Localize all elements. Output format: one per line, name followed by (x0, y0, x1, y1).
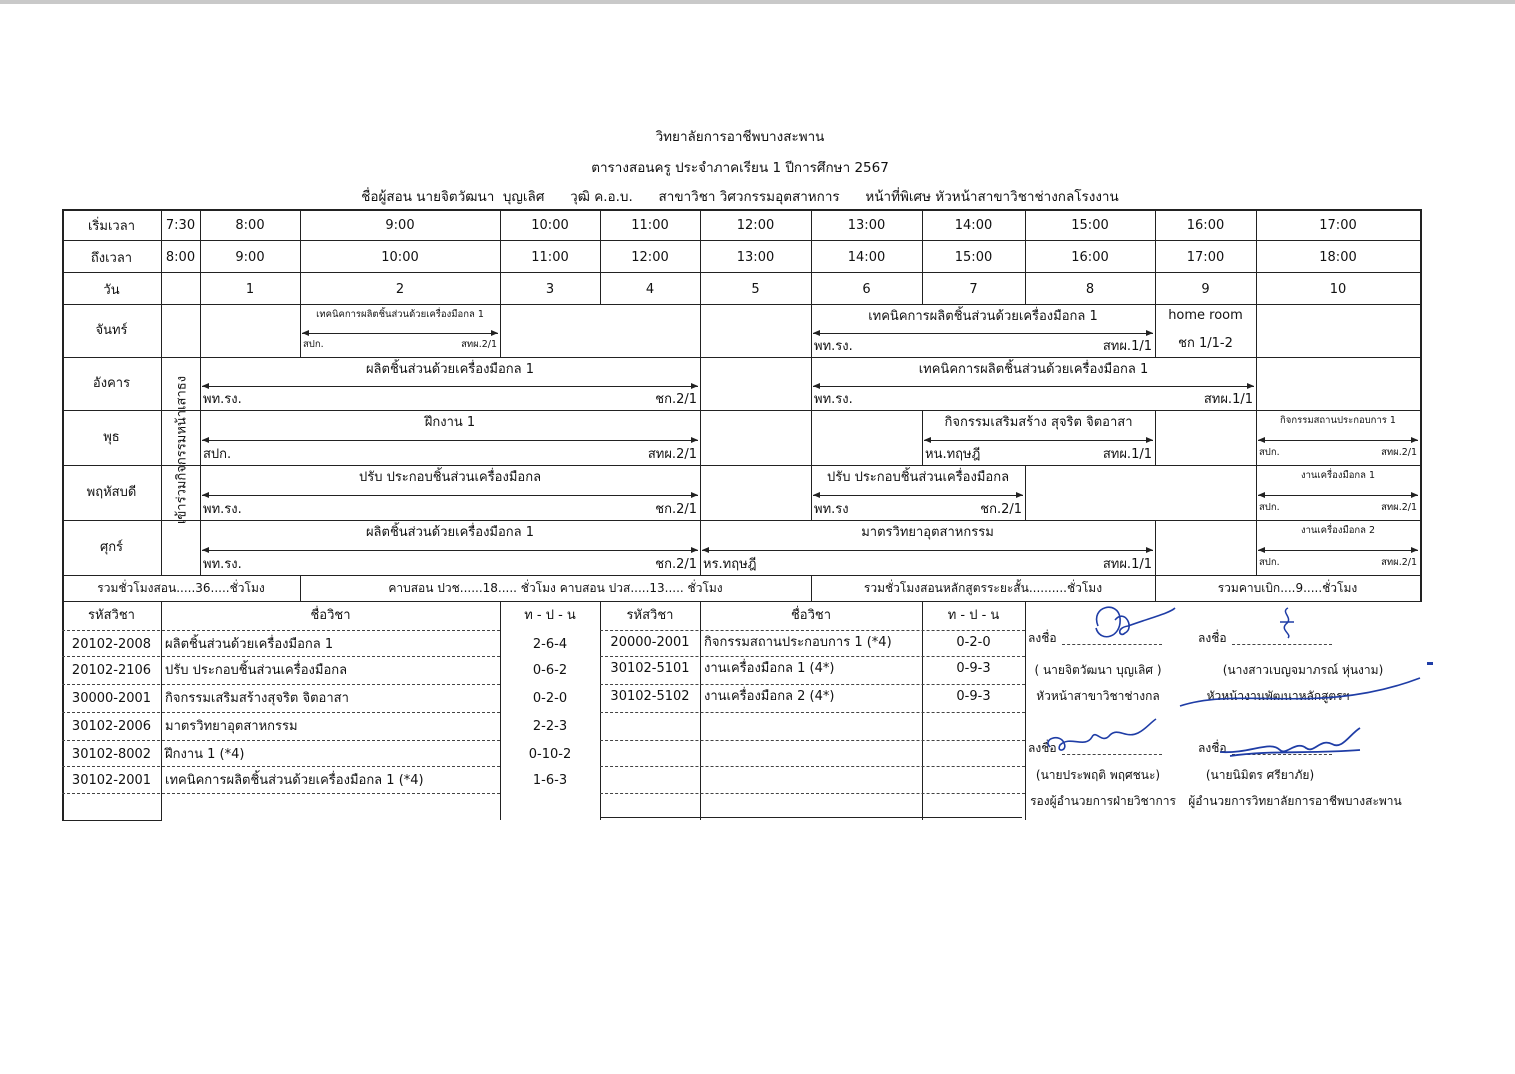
period-7: 7 (969, 282, 978, 297)
overtime-periods: รวมคาบเบิก....9.....ชั่วโมง (1217, 581, 1358, 595)
day-5: ศุกร์ (99, 539, 124, 555)
signer-4-title: ผู้อำนวยการวิทยาลัยการอาชีพบางสะพาน (1188, 794, 1402, 808)
thu-p1-subject: ปรับ ประกอบชิ้นส่วนเครื่องมือกล (358, 470, 542, 485)
cell-rule (1155, 410, 1156, 465)
thu-p10-subject: งานเครื่องมือกล 1 (1300, 470, 1376, 481)
row-rule (62, 601, 1420, 602)
row-rule (62, 410, 1420, 411)
college-name: วิทยาลัยการอาชีพบางสะพาน (655, 129, 825, 145)
signature-1-mark (1080, 598, 1180, 648)
fri-p5-arrow (702, 550, 1153, 551)
cell-rule (700, 304, 701, 357)
signer-4-name: (นายนิมิตร ศรียาภัย) (1205, 768, 1315, 782)
course-tpn: 0-10-2 (528, 747, 572, 762)
course-tpn: 0-2-0 (532, 691, 568, 706)
signer-3-title: รองผู้อำนวยการฝ่ายวิชาการ (1030, 794, 1176, 808)
dotted-rule (62, 766, 500, 767)
fri-p5-group: สทผ.1/1 (1102, 557, 1152, 572)
signer-1-name: ( นายจิตวัฒนา บุญเลิศ ) (1034, 663, 1162, 677)
tue-p1-group: ชก.2/1 (655, 392, 697, 407)
cell-rule (1025, 465, 1026, 520)
thu-p6-arrow (813, 495, 1023, 496)
dotted-rule (600, 656, 1025, 657)
periods-breakdown: คาบสอน ปวช......18..... ชั่วโมง คาบสอน ปวส.....13..... ชั่วโมง (388, 581, 723, 595)
mon-p6-room: พท.รง. (814, 339, 853, 354)
tue-p6-arrow (813, 386, 1254, 387)
thu-p10-arrow (1258, 495, 1418, 496)
period-4: 4 (645, 282, 655, 297)
course-code: 20102-2008 (71, 637, 152, 652)
start-time-8: 15:00 (1071, 218, 1109, 233)
wed-p1-subject: ฝึกงาน 1 (424, 415, 476, 430)
dotted-rule (600, 630, 1025, 631)
fri-p10-group: สทผ.2/1 (1381, 557, 1417, 568)
dotted-rule (600, 740, 1025, 741)
dotted-rule (62, 656, 500, 657)
schedule-title: ตารางสอนครู ประจำภาคเรียน 1 ปีการศึกษา 2567 (591, 160, 889, 176)
table-rule (600, 817, 1022, 818)
start-time-10: 17:00 (1319, 218, 1357, 233)
tue-p6-group: สทผ.1/1 (1203, 392, 1253, 407)
scan-edge (0, 0, 1515, 4)
start-time-2: 9:00 (385, 218, 415, 233)
tue-p1-arrow (202, 386, 698, 387)
table-right-rule (1420, 209, 1422, 602)
row-rule (62, 240, 1420, 241)
signature-3-mark (1030, 715, 1170, 760)
thu-p6-subject: ปรับ ประกอบชิ้นส่วนเครื่องมือกล (826, 470, 1010, 485)
end-time-10: 18:00 (1319, 250, 1357, 265)
sign-label-2: ลงชื่อ (1198, 631, 1227, 645)
row-rule (62, 465, 1420, 466)
row-rule (62, 520, 1420, 521)
row-rule (62, 272, 1420, 273)
course-code: 30102-5101 (610, 661, 690, 676)
course-name: มาตรวิทยาอุตสาหกรรม (165, 719, 298, 734)
fri-p10-subject: งานเครื่องมือกล 2 (1300, 525, 1376, 536)
sign-label-1: ลงชื่อ (1028, 631, 1057, 645)
tue-p1-room: พท.รง. (203, 392, 242, 407)
signer-2-title: หัวหน้างานพัฒนาหลักสูตรฯ (1206, 689, 1350, 703)
thu-p10-room: สปก. (1259, 502, 1280, 513)
course-code-header: รหัสวิชา (88, 608, 135, 623)
cell-rule (700, 410, 701, 465)
mon-p2-room: สปก. (303, 339, 324, 350)
course-name: ผลิตชิ้นส่วนด้วยเครื่องมือกล 1 (165, 637, 334, 652)
course-code: 30102-8002 (71, 747, 152, 762)
cell-rule (700, 465, 701, 520)
cell-rule (161, 601, 162, 820)
day-1: จันทร์ (95, 322, 128, 338)
start-time-3: 10:00 (531, 218, 569, 233)
day-2: อังคาร (92, 375, 131, 391)
course-code: 20102-2106 (71, 663, 152, 678)
cell-rule (1025, 601, 1026, 820)
tue-p6-room: พท.รง. (814, 392, 853, 407)
course-name: กิจกรรมเสริมสร้างสุจริต จิตอาสา (165, 691, 349, 706)
mon-p2-subject: เทคนิคการผลิตชิ้นส่วนด้วยเครื่องมือกล 1 (316, 309, 484, 320)
fri-p1-room: พท.รง. (203, 557, 242, 572)
cell-rule (1155, 520, 1156, 575)
course-tpn-header-2: ท - ป - น (947, 608, 1000, 623)
cell-rule (811, 410, 812, 465)
wed-p7-arrow (924, 440, 1153, 441)
day-3: พุธ (103, 429, 120, 445)
mon-p6-subject: เทคนิคการผลิตชิ้นส่วนด้วยเครื่องมือกล 1 (868, 309, 1098, 324)
row-rule (62, 304, 1420, 305)
row-rule (62, 357, 1420, 358)
course-tpn: 2-6-4 (532, 637, 568, 652)
table-rule (62, 820, 162, 821)
course-code-header-2: รหัสวิชา (626, 608, 674, 623)
course-tpn-header: ท - ป - น (524, 608, 576, 623)
end-time-4: 12:00 (631, 250, 669, 265)
wed-p10-group: สทผ.2/1 (1381, 447, 1417, 458)
end-time-label: ถึงเวลา (90, 251, 133, 266)
course-code: 20000-2001 (610, 635, 690, 650)
fri-p5-room: หร.ทฤษฎี (703, 557, 757, 572)
cell-rule (1256, 357, 1257, 410)
start-time-6: 13:00 (847, 218, 886, 233)
course-tpn: 0-6-2 (532, 663, 568, 678)
day-label: วัน (103, 283, 120, 298)
wed-p1-group: สทผ.2/1 (647, 447, 697, 462)
period-10: 10 (1329, 282, 1347, 297)
course-name-header-2: ชื่อวิชา (790, 608, 832, 623)
course-code: 30000-2001 (71, 691, 152, 706)
mon-p2-group: สทผ.2/1 (461, 339, 497, 350)
fri-p10-arrow (1258, 550, 1418, 551)
mon-p2-arrow (302, 333, 498, 334)
mon-p9-group: ชก 1/1-2 (1178, 336, 1233, 351)
course-name: กิจกรรมสถานประกอบการ 1 (*4) (704, 635, 892, 650)
thu-p6-room: พท.รง (814, 502, 849, 517)
period-9: 9 (1201, 282, 1210, 297)
dotted-rule (62, 630, 500, 631)
ink-mark (1427, 662, 1433, 665)
dotted-rule (600, 712, 1025, 713)
course-tpn: 0-2-0 (956, 635, 991, 650)
dotted-rule (62, 793, 500, 794)
end-time-2: 10:00 (381, 250, 419, 265)
dotted-rule (600, 766, 1025, 767)
dotted-rule (62, 712, 500, 713)
sign-label-3: ลงชื่อ (1028, 741, 1057, 755)
period-3: 3 (545, 282, 555, 297)
day-4: พฤหัสบดี (86, 484, 137, 500)
homeroom-activity-label: เข้าร่วมกิจกรรมหน้าเสาธง (174, 375, 190, 525)
start-time-0: 7:30 (165, 218, 196, 233)
teacher-info: ชื่อผู้สอน นายจิตวัฒนา บุญเลิศ วุฒิ ค.อ.บ. สาขาวิชา วิศวกรรมอุตสาหการ หน้าที่พิเศษ หัวหน้าสาขาวิชาช่างกลโรงงาน (361, 189, 1119, 205)
cell-rule (922, 601, 923, 820)
wed-p1-room: สปก. (203, 447, 232, 462)
wed-p7-subject: กิจกรรมเสริมสร้าง สุจริต จิตอาสา (944, 415, 1133, 430)
row-rule (62, 575, 1420, 576)
course-name: ปรับ ประกอบชิ้นส่วนเครื่องมือกล (165, 663, 348, 678)
mon-p6-arrow (813, 333, 1153, 334)
thu-p1-group: ชก.2/1 (655, 502, 697, 517)
dotted-rule (600, 684, 1025, 685)
start-time-1: 8:00 (235, 218, 265, 233)
cell-rule (500, 304, 501, 357)
tue-p6-subject: เทคนิคการผลิตชิ้นส่วนด้วยเครื่องมือกล 1 (918, 362, 1149, 377)
course-tpn: 0-9-3 (956, 689, 991, 704)
signer-3-name: (นายประพฤติ พฤศชนะ) (1035, 768, 1161, 782)
wed-p7-group: สทผ.1/1 (1102, 447, 1152, 462)
mon-p9-subject: home room (1168, 308, 1243, 323)
period-8: 8 (1085, 282, 1095, 297)
short-course-hours: รวมชั่วโมงสอนหลักสูตรระยะสั้น..........ชั่วโมง (863, 581, 1103, 595)
end-time-8: 16:00 (1071, 250, 1109, 265)
fri-p5-subject: มาตรวิทยาอุตสาหกรรม (861, 525, 994, 540)
wed-p10-room: สปก. (1259, 447, 1280, 458)
period-5: 5 (751, 282, 760, 297)
period-2: 2 (395, 282, 405, 297)
course-tpn: 0-9-3 (956, 661, 991, 676)
tue-p1-subject: ผลิตชิ้นส่วนด้วยเครื่องมือกล 1 (365, 362, 535, 377)
thu-p1-room: พท.รง. (203, 502, 242, 517)
thu-p6-group: ชก.2/1 (980, 502, 1022, 517)
start-time-9: 16:00 (1186, 218, 1225, 233)
signature-2-mark (1270, 604, 1310, 644)
course-name: ฝึกงาน 1 (*4) (165, 747, 245, 762)
table-top-rule (62, 209, 1420, 211)
course-name: งานเครื่องมือกล 2 (4*) (704, 689, 835, 704)
wed-p7-room: หน.ทฤษฎี (925, 447, 981, 462)
course-tpn: 1-6-3 (532, 773, 568, 788)
end-time-6: 14:00 (847, 250, 886, 265)
signer-1-title: หัวหน้าสาขาวิชาช่างกล (1036, 689, 1160, 703)
course-name: งานเครื่องมือกล 1 (4*) (704, 661, 835, 676)
cell-rule (500, 601, 501, 820)
start-time-4: 11:00 (631, 218, 669, 233)
cell-rule (700, 601, 701, 820)
thu-p1-arrow (202, 495, 698, 496)
dotted-rule (600, 793, 1025, 794)
period-6: 6 (862, 282, 871, 297)
start-time-5: 12:00 (736, 218, 775, 233)
course-tpn: 2-2-3 (532, 719, 568, 734)
end-time-7: 15:00 (954, 250, 993, 265)
signer-2-name: (นางสาวเบญจมาภรณ์ หุ่นงาม) (1222, 663, 1384, 677)
signature-4-mark (1210, 720, 1370, 765)
fri-p10-room: สปก. (1259, 557, 1280, 568)
wed-p10-subject: กิจกรรมสถานประกอบการ 1 (1280, 415, 1396, 426)
end-time-0: 8:00 (165, 250, 196, 265)
end-time-3: 11:00 (531, 250, 569, 265)
course-name-header: ชื่อวิชา (310, 608, 351, 623)
fri-p1-arrow (202, 550, 698, 551)
start-time-label: เริ่มเวลา (87, 219, 135, 234)
total-hours: รวมชั่วโมงสอน.....36.....ชั่วโมง (97, 581, 265, 595)
cell-rule (1256, 304, 1257, 357)
thu-p10-group: สทผ.2/1 (1381, 502, 1417, 513)
course-code: 30102-5102 (610, 689, 690, 704)
wed-p10-arrow (1258, 440, 1418, 441)
start-time-7: 14:00 (954, 218, 993, 233)
sign-label-4: ลงชื่อ (1198, 741, 1227, 755)
fri-p1-subject: ผลิตชิ้นส่วนด้วยเครื่องมือกล 1 (365, 525, 535, 540)
course-name: เทคนิคการผลิตชิ้นส่วนด้วยเครื่องมือกล 1 (*4) (165, 773, 424, 788)
dotted-rule (62, 740, 500, 741)
dotted-rule (62, 684, 500, 685)
cell-rule (700, 357, 701, 410)
wed-p1-arrow (202, 440, 698, 441)
period-1: 1 (245, 282, 255, 297)
fri-p1-group: ชก.2/1 (655, 557, 697, 572)
course-code: 30102-2006 (71, 719, 152, 734)
course-code: 30102-2001 (71, 773, 152, 788)
cell-rule (600, 601, 601, 820)
end-time-1: 9:00 (235, 250, 265, 265)
mon-p6-group: สทผ.1/1 (1102, 339, 1152, 354)
signature-line (1232, 644, 1332, 645)
end-time-9: 17:00 (1186, 250, 1225, 265)
end-time-5: 13:00 (736, 250, 775, 265)
